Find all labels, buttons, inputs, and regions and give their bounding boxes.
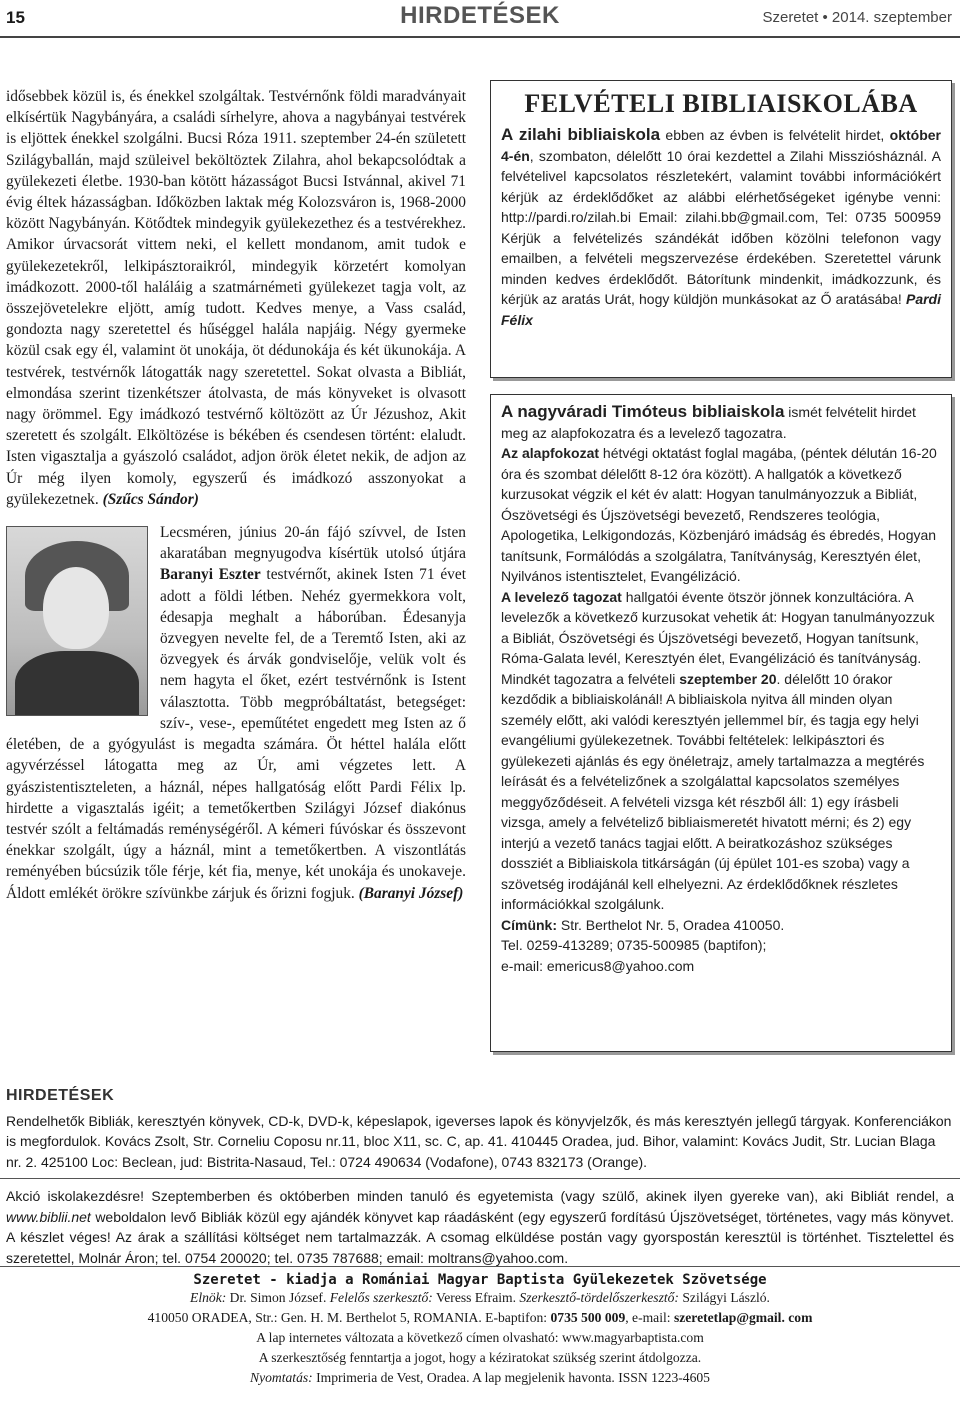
deceased-name: Baranyi Eszter: [160, 566, 261, 584]
obituary-signature: (Baranyi József): [358, 884, 464, 902]
masthead-footer: [0, 1272, 960, 1388]
timoteus-bible-school-box: [490, 394, 952, 1052]
box-title: FELVÉTELI BIBLIAISKOLÁBA: [524, 89, 918, 118]
divider: [0, 1266, 960, 1267]
website-line: A lap internetes változata a következő címen olvasható: www.magyarbaptista.com: [256, 1330, 704, 1345]
box-body: A zilahi bibliaiskola ebben az évben is felvételit hirdet, október 4-én, szombaton, délelőtt 10 órai kezdettel a Zilahi Missziósháznál. A felvételivel kapcsolatos részletekért, valamint további információkért kérjük az érdeklődőket az alábbi elérhetőségeket igénybe venni: http://pardi.ro/zilah.bi Email: zilahi.bb@gmail.com, Tel: 0735 500959 Kérjük a felvételizés szándékát időben közölni telefonon vagy emailben, a felvételi megszervezése érdekében. Szeretettel várunk minden kedves érdeklődőt. Bátorítunk mindenkit, imádkozzunk, és kérjük az aratás Urát, hogy küldjön munkásokat az Ő aratásába! Pardi Félix: [501, 125, 942, 328]
publisher-title: Szeretet - kiadja a Romániai Magyar Baptista Gyülekezetek Szövetsége: [193, 1272, 767, 1288]
issue-label: Szeretet • 2014. szeptember: [762, 9, 952, 26]
divider: [0, 1178, 960, 1179]
page-header: [0, 0, 960, 38]
page-number: 15: [6, 8, 25, 27]
section-title: HIRDETÉSEK: [400, 2, 560, 29]
box-body: A nagyváradi Timóteus bibliaiskola ismét felvételit hirdet meg az alapfokozatra és a levelező tagozatra. Az alapfokozat hétvégi oktatást foglal magába, (péntek délután 16-20 óra és szombat délelőtt 8-12 óra között). A hallgatók a következő kurzusokat végzik el két év alatt: Hogyan tanulmányozzuk a Bibliát, Ószövetségi és Újszövetségi bevezető, Rendszeres teológia, Apologetika, Lelkigondozás, Közbenjáró imádság és ébredés, Hogyan tanítsunk, Formálódás a szolgálatra, Tanítványság, Keresztyén élet, Nyilvános istentisztelet, Evangélizáció. A levelező tagozat hallgatói évente ötször jönnek konzultációra. A levelezők a következő kurzusokat vehetik át: Hogyan tanulmányozzuk a Bibliát, Ószövetségi és Újszövetségi bevezető, Hogyan tanítsunk, Róma-Galata levél, Keresztyén élet, Evangélizáció és tanítványság. Mindkét tagozatra a felvételi szeptember 20. délelőtt 10 órakor kezdődik a bibliaiskolánál! A bibliaiskola nyitva áll minden olyan személy előtt, aki valódi keresztyén jellemmel bír, és tagja egy helyi evangéliumi gyülekezetnek. További feltételek: lelkipásztori és gyülekezeti ajánlás és egy önéletrajz, amely tartalmazza a megtérés leírását és a felvételizőnek a szolgálattal kapcsolatos személyes meggyőződéseit. A felvételi vizsga két részből áll: 1) egy írásbeli vizsga, amely a felvételiző bibliaismeretét hivatott mérni; és 2) egy interjú a vezető tanács tagjai előtt. A beiratkozáshoz szükséges dossziét a Bibliaiskola titkárságán (új épület 101-es szoba) vagy a szövetség irodájánál kell elhelyezni. Az érdeklődőknek részletes információkkal szolgálunk. Címünk: Str. Berthelot Nr. 5, Oradea 410050. Tel. 0259-413289; 0735-500985 (baptifon); e-mail: emericus8@yahoo.com: [501, 402, 937, 974]
promotion-text: Akció iskolakezdésre! Szeptemberben és októberben minden tanuló és egyetemista (vagy szülő, akinek ilyen gyereke van), aki Bibliát rendel, a www.biblii.net weboldalon levő Bibliák közül egy ajándék könyvet kap ráadásként (egy egyszerű fordítású Újszövetséget, történetes, vagy más könyvet. A készlet véges! Az árak a szállítási költséget nem tartalmazzák. A csomag elküldése postán vagy gyorspostán keresztül is történhet. Tisztelettel és szeretettel, Molnár Áron; tel. 0754 200020; tel. 0735 787688; email: moltrans@yahoo.com.: [6, 1188, 954, 1266]
address-line: 410050 ORADEA, Str.: Gen. H. M. Berthelot 5, ROMANIA. E-baptifon: 0735 500 009, e-mail: szeretetlap@gmail. com: [147, 1310, 813, 1325]
obituary-bucsi-roza: idősebbek közül is, és énekkel szolgáltak. Testvérnőnk földi maradványait elkísértük Nagybányára, a családi sírhelyre, ahova a nagybányai testvérek is eljöttek énekkel szolgálni. Bucsi Róza 1911. szeptember 24-én született Szilágyballán, majd szüleivel beköltöztek Zilahra, ahol bekapcsolódtak a gyülekezeti életbe. 1930-ban kötött házasságot Bucsi Istvánnal, akivel 71 évig éltek házasságban. Időközben laktak még Kolozsváron is, 1968-2000 között Nagybányán. Kötődtek mindegyik gyülekezethez és a testvérekhez. Amikor úrvacsorát vittem neki, el kellett mondanom, amit tudok e gyülekezetekről, lelkipásztoraikról, mindegyik körzetért komolyan imádkozott. 2000-től haláláig a szatmárnémeti gyülekezet tagja volt, az összejövetelekre eljött, amíg tudott. Kedves menye, a Vass család, gondozta nagy szeretettel és hűséggel halála napjáig. Négy gyermeke közül csak egy él, valamint öt unokája, öt dédunokája és két ükunokája. A testvérek, testvérnők látogatták nagy szeretettel. Sokat olvasta a Bibliát, elmondása szerint tizenkétszer átolvasta, de más könyveket is olvasott nagy örömmel. Egy imádkozó testvérnő költözött az Úr Jézushoz, Akit szeretett és szolgált. Elköltözése is békében és csendesen történt: elaludt. Isten vigasztalja a gyászoló családot, adjon örök életet nekik, de adjon az Úr még ilyen komoly, egyszerű és imádkozó asszonyokat a gyülekezetnek. (Szűcs Sándor): [6, 88, 466, 508]
obituary-baranyi-eszter: Lecsméren, június 20-án fájó szívvel, de Isten akaratában megnyugodva kísértük utolsó útjára Baranyi Eszter testvérnőt, akinek Isten 71 évet adott a földi létben. Nehéz gyermekkora volt, édesapja meghalt a háborúban. Édesanyja özvegyen nevelte fel, de a Teremtő Isten, aki az özvegyek és árvák gondviselője, velük volt és nem hagyta el őket, ezért testvérnőnk is Istent választotta. Több megpróbáltatást, betegséget: szív-, vese-, epeműtétet engedett meg Isten az ő életében, de a gyógyulást is megadta számára. Öt héttel halála előtt agyvérzéssel látogatta meg az Úr, ami végzetes lett. A gyászistentiszteleten, a háznál, népes hallgatóság előtt Pardi Félix lp. hirdette a vigasztalás igéit; a temetőkertben Szilágyi József diakónus testvér szólt a feltámadás reménységéről. A kémeri fúvóskar és összevont énekkar szolgált, úgy a háznál, mint a temetőkertben. A viszontlátás reményében búcsúzik tőle férje, két fia, menye, két unokája és unokaveje. Áldott emlékét örökre szívünkbe zárjuk és őrizni fogjuk. (Baranyi József): [6, 524, 466, 902]
rights-line: A szerkesztőség fenntartja a jogot, hogy a kéziratokat szükség szerint átdolgozza.: [258, 1350, 702, 1365]
obituary-column: [6, 86, 466, 904]
portrait-photo: [6, 526, 148, 716]
advertisements-section: [6, 1086, 954, 1172]
website-link[interactable]: www.biblii.net: [6, 1208, 91, 1225]
editors-line: Elnök: Dr. Simon József. Felelős szerkesztő: Veress Efraim. Szerkesztő-tördelőszerkesztő: Szilágyi László.: [190, 1290, 770, 1305]
advertisements-title: HIRDETÉSEK: [6, 1087, 115, 1104]
advertisement-text: Rendelhetők Bibliák, keresztyén könyvek, CD-k, DVD-k, képeslapok, igeverses lapok és könyvjelzők, és más keresztyén jellegű tárgyak. Konferenciákon is megfordulok. Kovács Zsolt, Str. Corneliu Coposu nr.11, bloc X11, sc. C, ap. 41. 410445 Oradea, jud. Bihor, valamint: Kovács Judit, Str. Lucian Blaga nr. 2. 425100 Loc: Beclean, jud: Bistrita-Nasaud, Tel.: 0724 490634 (Vodafone), 0743 832173 (Orange).: [6, 1112, 952, 1170]
obituary-signature: (Szűcs Sándor): [102, 490, 199, 508]
zilah-bible-school-box: [490, 80, 952, 378]
printing-line: Nyomtatás: Imprimeria de Vest, Oradea. A lap megjelenik havonta. ISSN 1223-4605: [250, 1370, 710, 1385]
box-signature: Pardi Félix: [501, 291, 941, 328]
